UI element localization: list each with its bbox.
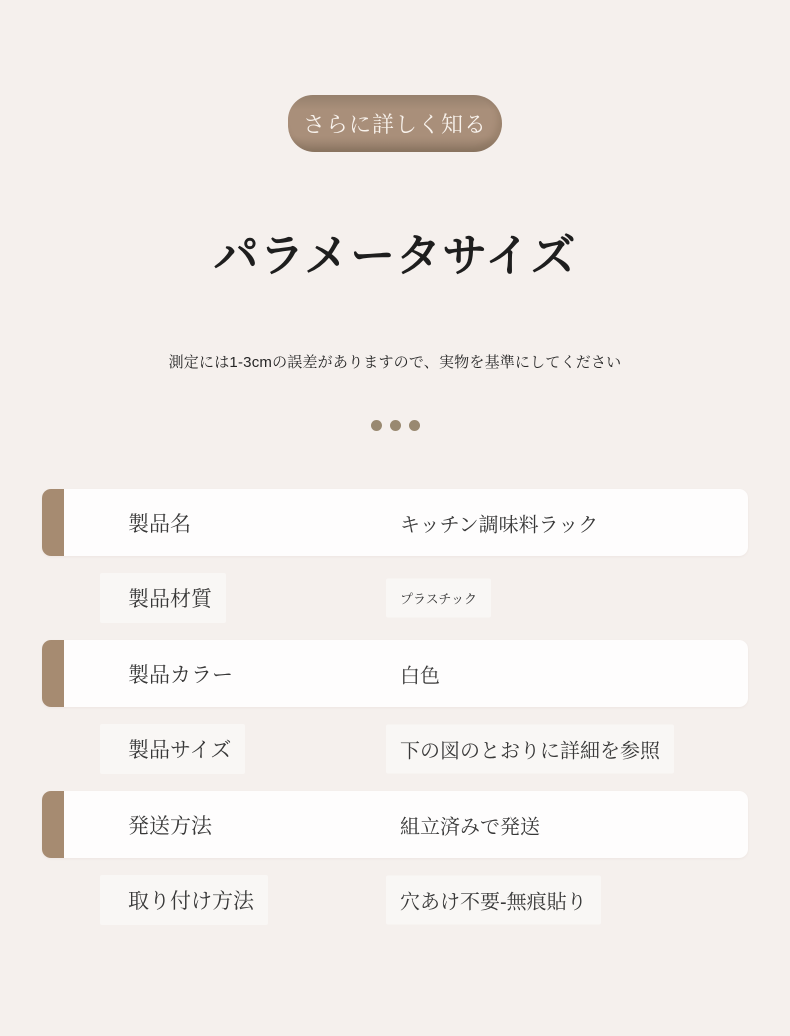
- row-value: 下の図のとおりに詳細を参照: [386, 725, 674, 774]
- dots-divider: [0, 420, 790, 431]
- table-row: [42, 640, 748, 707]
- row-label: 取り付け方法: [100, 875, 268, 925]
- table-row: [42, 791, 748, 858]
- learn-more-label: さらに詳しく知る: [302, 112, 487, 137]
- row-label: 製品サイズ: [100, 724, 245, 774]
- row-accent-bar: [42, 489, 64, 556]
- learn-more-badge[interactable]: [288, 95, 502, 152]
- row-value: 白色: [400, 665, 440, 687]
- table-row: [42, 556, 748, 640]
- row-value: 組立済みで発送: [400, 816, 540, 838]
- measurement-note: 測定には1-3cmの誤差がありますので、実物を基準にしてください: [168, 354, 622, 371]
- spec-table: [42, 489, 748, 942]
- table-row: [42, 858, 748, 942]
- table-row: [42, 707, 748, 791]
- row-value: 穴あけ不要-無痕貼り: [386, 876, 601, 925]
- row-label: 発送方法: [128, 814, 212, 838]
- dot-icon: [371, 420, 382, 431]
- row-value: キッチン調味料ラック: [400, 514, 599, 536]
- row-label: 製品カラー: [128, 663, 233, 687]
- row-label: 製品名: [128, 512, 191, 536]
- row-value: プラスチック: [386, 579, 491, 618]
- row-label: 製品材質: [100, 573, 226, 623]
- dot-icon: [409, 420, 420, 431]
- row-accent-bar: [42, 791, 64, 858]
- section-title: パラメータサイズ: [213, 230, 577, 281]
- table-row: [42, 489, 748, 556]
- row-accent-bar: [42, 640, 64, 707]
- dot-icon: [390, 420, 401, 431]
